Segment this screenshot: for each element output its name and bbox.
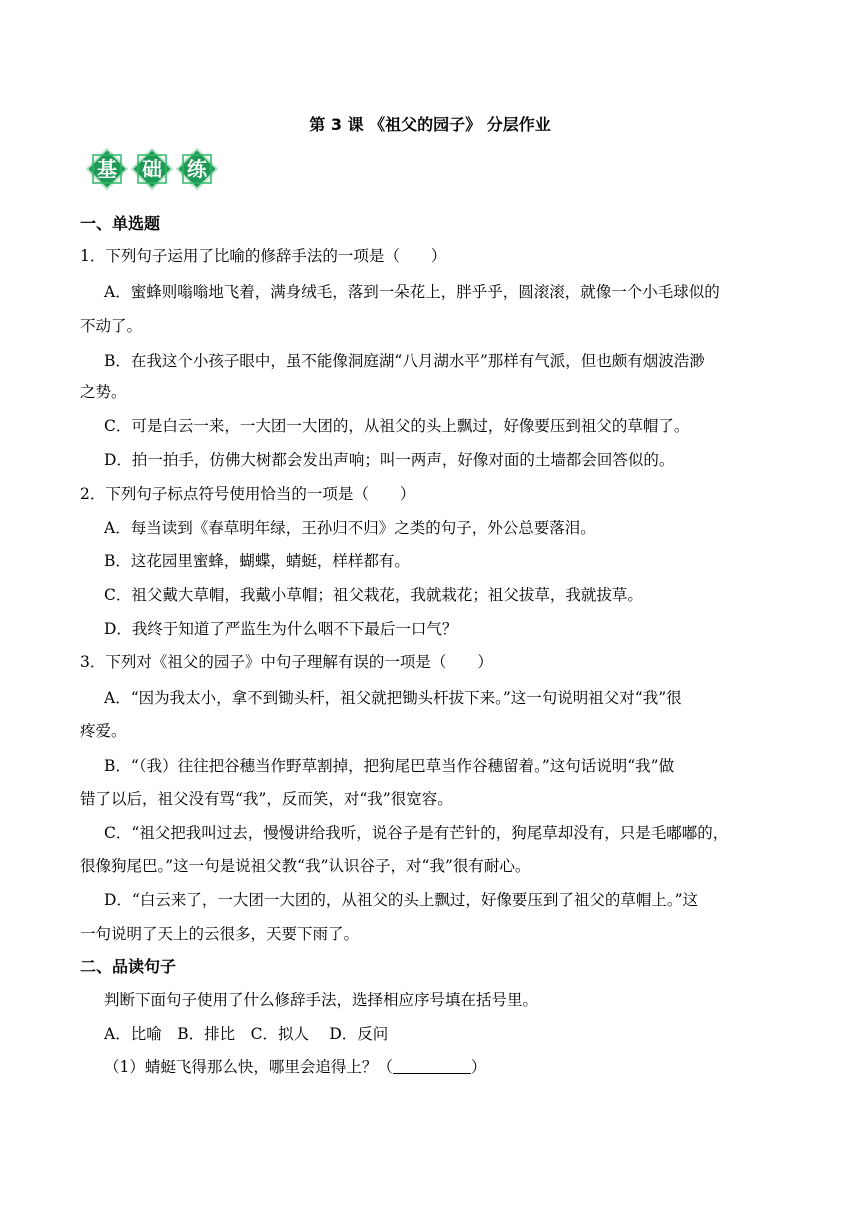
question-3-stem: 3．下列对《祖父的园子》中句子理解有误的一项是（ ） [80,653,493,671]
sentence-item-1 [104,1057,814,1077]
answer-blank[interactable] [393,1059,471,1074]
q1-option-a-cont: 不动了。 [80,317,143,335]
q2-option-a: A．每当读到《春草明年绿，王孙归不归》之类的句子，外公总要落泪。 [104,519,596,537]
section2-instructions: 判断下面句子使用了什么修辞手法，选择相应序号填在括号里。 [104,991,539,1009]
badge-tile-3 [176,148,218,190]
section-heading-single-choice: 一、单选题 [80,214,161,233]
q3-option-d-cont: 一句说明了天上的云很多，天要下雨了。 [80,925,360,943]
q3-option-a: A．“因为我太小，拿不到锄头杆，祖父就把锄头杆拔下来。”这一句说明祖父对“我”很 [104,689,682,707]
question-2-stem: 2．下列句子标点符号使用恰当的一项是（ ） [80,485,416,503]
q3-option-b-cont: 错了以后，祖父没有骂“我”，反而笑，对“我”很宽容。 [80,790,453,808]
q1-option-b: B．在我这个小孩子眼中，虽不能像洞庭湖“八月湖水平”那样有气派，但也颇有烟波浩渺 [104,352,705,370]
rhetoric-options: A．比喻 B．排比 C．拟人 D．反问 [104,1025,389,1043]
q3-option-d: D．“白云来了，一大团一大团的，从祖父的头上飘过，好像要压到了祖父的草帽上。”这 [104,891,699,909]
basic-practice-badge [86,148,218,190]
q1-option-c: C．可是白云一来，一大团一大团的，从祖父的头上飘过，好像要压到祖父的草帽了。 [104,417,690,435]
badge-char: 练 [187,157,207,181]
q2-option-c: C．祖父戴大草帽，我戴小草帽；祖父栽花，我就栽花；祖父拔草，我就拔草。 [104,586,643,604]
q2-option-b: B．这花园里蜜蜂，蝴蝶，蜻蜓，样样都有。 [104,552,410,570]
q1-option-a: A．蜜蜂则嗡嗡地飞着，满身绒毛，落到一朵花上，胖乎乎，圆滚滚，就像一个小毛球似的 [104,283,720,301]
section-heading-sentence-reading: 二、品读句子 [80,957,177,976]
badge-char: 础 [142,157,162,181]
badge-tile-2 [131,148,173,190]
sentence-item-1-text: （1）蜻蜓飞得那么快，哪里会追得上？（ [104,1058,393,1076]
question-1-stem: 1．下列句子运用了比喻的修辞手法的一项是（ ） [80,247,447,265]
sentence-item-1-close: ） [470,1058,487,1076]
q3-option-a-cont: 疼爱。 [80,722,127,740]
badge-tile-1 [86,148,128,190]
badge-char: 基 [97,157,117,181]
page-title: 第 3 课 《祖父的园子》 分层作业 [309,115,551,134]
q2-option-d: D．我终于知道了严监生为什么咽不下最后一口气？ [104,620,458,638]
q3-option-c-cont: 很像狗尾巴。”这一句是说祖父教“我”认识谷子，对“我”很有耐心。 [80,857,531,875]
q1-option-d: D．拍一拍手，仿佛大树都会发出声响；叫一两声，好像对面的土墙都会回答似的。 [104,451,675,469]
q3-option-b: B．“（我）往往把谷穗当作野草割掉，把狗尾巴草当作谷穗留着。”这句话说明“我”做 [104,757,675,775]
q3-option-c: C．“祖父把我叫过去，慢慢讲给我听，说谷子是有芒针的，狗尾草却没有，只是毛嘟嘟的， [104,824,729,842]
q1-option-b-cont: 之势。 [80,383,127,401]
